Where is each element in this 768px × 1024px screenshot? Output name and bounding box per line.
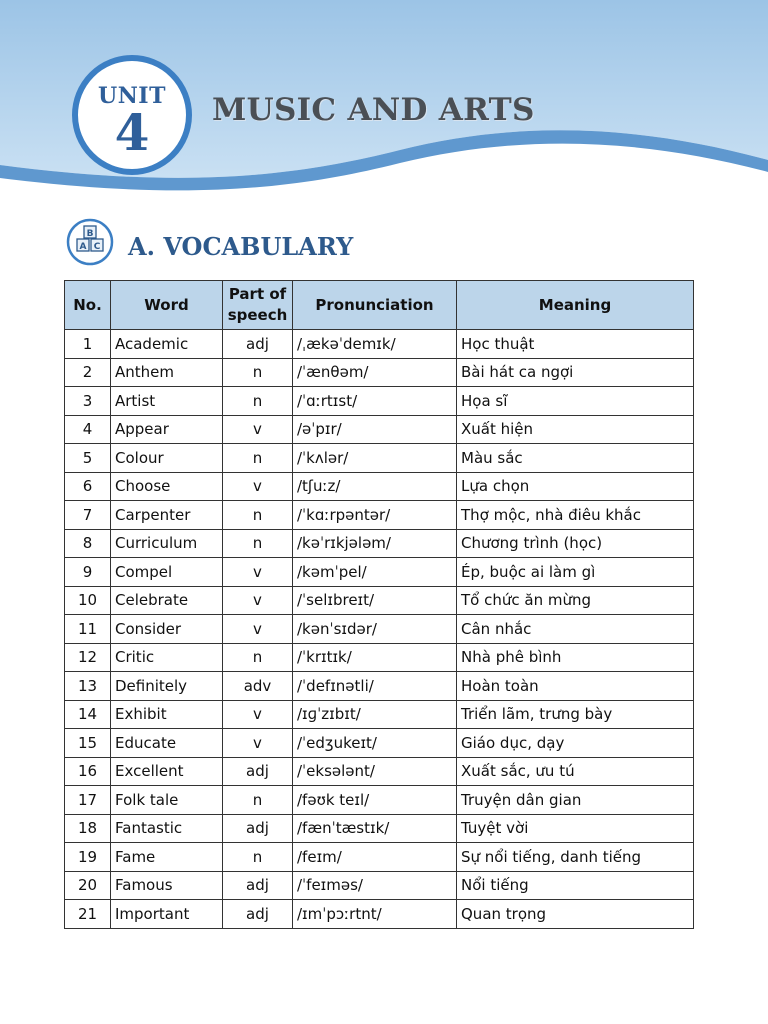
- table-row: [65, 643, 694, 672]
- cell-pronunciation: /əˈpɪr/: [293, 415, 457, 444]
- cell-meaning: Ép, buộc ai làm gì: [457, 558, 694, 587]
- cell-word: Academic: [111, 330, 223, 359]
- cell-word: Curriculum: [111, 529, 223, 558]
- cell-meaning: Giáo dục, dạy: [457, 729, 694, 758]
- header-pos-line2: speech: [227, 306, 288, 324]
- block-letter-b: B: [86, 229, 94, 239]
- cell-word: Definitely: [111, 672, 223, 701]
- unit-number: 4: [114, 103, 150, 162]
- cell-part-of-speech: v: [223, 415, 293, 444]
- cell-part-of-speech: v: [223, 700, 293, 729]
- cell-pronunciation: /ˈkʌlər/: [293, 444, 457, 473]
- cell-number: 3: [65, 387, 111, 416]
- cell-part-of-speech: v: [223, 558, 293, 587]
- table-row: [65, 786, 694, 815]
- header-pos-line1: Part of: [228, 285, 287, 303]
- unit-title: MUSIC AND ARTS: [212, 92, 535, 128]
- cell-number: 8: [65, 529, 111, 558]
- table-row: [65, 415, 694, 444]
- table-row: [65, 586, 694, 615]
- table-row: [65, 871, 694, 900]
- cell-part-of-speech: v: [223, 615, 293, 644]
- cell-meaning: Tuyệt vời: [457, 814, 694, 843]
- cell-part-of-speech: adj: [223, 330, 293, 359]
- header-meaning: Meaning: [457, 281, 694, 330]
- cell-word: Exhibit: [111, 700, 223, 729]
- table-header-row: [65, 281, 694, 330]
- table-row: [65, 387, 694, 416]
- table-row: [65, 358, 694, 387]
- cell-meaning: Màu sắc: [457, 444, 694, 473]
- cell-part-of-speech: adj: [223, 871, 293, 900]
- block-letter-a: A: [79, 242, 87, 252]
- cell-number: 14: [65, 700, 111, 729]
- cell-number: 2: [65, 358, 111, 387]
- vocabulary-table: [64, 280, 694, 929]
- cell-word: Appear: [111, 415, 223, 444]
- cell-number: 7: [65, 501, 111, 530]
- cell-word: Anthem: [111, 358, 223, 387]
- cell-pronunciation: /feɪm/: [293, 843, 457, 872]
- cell-word: Celebrate: [111, 586, 223, 615]
- cell-pronunciation: /ˈkrɪtɪk/: [293, 643, 457, 672]
- unit-label: UNIT: [98, 83, 166, 109]
- cell-part-of-speech: n: [223, 529, 293, 558]
- cell-meaning: Hoàn toàn: [457, 672, 694, 701]
- cell-number: 18: [65, 814, 111, 843]
- cell-part-of-speech: v: [223, 586, 293, 615]
- cell-word: Carpenter: [111, 501, 223, 530]
- cell-number: 16: [65, 757, 111, 786]
- cell-meaning: Truyện dân gian: [457, 786, 694, 815]
- table-row: [65, 672, 694, 701]
- abc-blocks-icon: [66, 218, 114, 266]
- table-row: [65, 558, 694, 587]
- cell-part-of-speech: adj: [223, 757, 293, 786]
- cell-word: Choose: [111, 472, 223, 501]
- cell-meaning: Họa sĩ: [457, 387, 694, 416]
- cell-word: Colour: [111, 444, 223, 473]
- cell-part-of-speech: n: [223, 444, 293, 473]
- unit-badge: [72, 55, 192, 175]
- table-row: [65, 729, 694, 758]
- cell-number: 19: [65, 843, 111, 872]
- cell-meaning: Lựa chọn: [457, 472, 694, 501]
- cell-pronunciation: /ɪɡˈzɪbɪt/: [293, 700, 457, 729]
- cell-part-of-speech: adv: [223, 672, 293, 701]
- cell-part-of-speech: v: [223, 729, 293, 758]
- cell-meaning: Chương trình (học): [457, 529, 694, 558]
- table-row: [65, 843, 694, 872]
- cell-number: 17: [65, 786, 111, 815]
- cell-word: Excellent: [111, 757, 223, 786]
- cell-part-of-speech: n: [223, 387, 293, 416]
- cell-word: Fame: [111, 843, 223, 872]
- cell-meaning: Nổi tiếng: [457, 871, 694, 900]
- cell-pronunciation: /ˈɑːrtɪst/: [293, 387, 457, 416]
- table-row: [65, 472, 694, 501]
- table-row: [65, 900, 694, 929]
- cell-meaning: Xuất sắc, ưu tú: [457, 757, 694, 786]
- cell-meaning: Bài hát ca ngợi: [457, 358, 694, 387]
- table-row: [65, 529, 694, 558]
- table-row: [65, 330, 694, 359]
- cell-meaning: Học thuật: [457, 330, 694, 359]
- cell-word: Compel: [111, 558, 223, 587]
- cell-meaning: Cân nhắc: [457, 615, 694, 644]
- cell-number: 21: [65, 900, 111, 929]
- table-row: [65, 501, 694, 530]
- cell-number: 15: [65, 729, 111, 758]
- cell-word: Artist: [111, 387, 223, 416]
- cell-part-of-speech: n: [223, 358, 293, 387]
- cell-pronunciation: /ɪmˈpɔːrtnt/: [293, 900, 457, 929]
- cell-number: 9: [65, 558, 111, 587]
- cell-pronunciation: /ˈeksələnt/: [293, 757, 457, 786]
- cell-pronunciation: /ˈænθəm/: [293, 358, 457, 387]
- table-row: [65, 700, 694, 729]
- cell-pronunciation: /ˈselɪbreɪt/: [293, 586, 457, 615]
- table-row: [65, 444, 694, 473]
- cell-word: Fantastic: [111, 814, 223, 843]
- cell-number: 4: [65, 415, 111, 444]
- cell-number: 20: [65, 871, 111, 900]
- cell-pronunciation: /ˈkɑːrpəntər/: [293, 501, 457, 530]
- cell-meaning: Nhà phê bình: [457, 643, 694, 672]
- cell-number: 11: [65, 615, 111, 644]
- cell-part-of-speech: adj: [223, 814, 293, 843]
- cell-meaning: Triển lãm, trưng bày: [457, 700, 694, 729]
- table-row: [65, 615, 694, 644]
- cell-word: Important: [111, 900, 223, 929]
- block-letter-c: C: [93, 242, 101, 252]
- cell-number: 6: [65, 472, 111, 501]
- cell-meaning: Tổ chức ăn mừng: [457, 586, 694, 615]
- header-part-of-speech: [223, 281, 293, 330]
- section-title: A. VOCABULARY: [128, 232, 354, 261]
- cell-word: Consider: [111, 615, 223, 644]
- cell-meaning: Quan trọng: [457, 900, 694, 929]
- cell-pronunciation: /tʃuːz/: [293, 472, 457, 501]
- cell-pronunciation: /ˈdefɪnətli/: [293, 672, 457, 701]
- header-no: No.: [65, 281, 111, 330]
- cell-part-of-speech: v: [223, 472, 293, 501]
- table-body: [65, 330, 694, 929]
- cell-word: Folk tale: [111, 786, 223, 815]
- cell-number: 10: [65, 586, 111, 615]
- cell-pronunciation: /kəmˈpel/: [293, 558, 457, 587]
- cell-pronunciation: /fænˈtæstɪk/: [293, 814, 457, 843]
- cell-number: 5: [65, 444, 111, 473]
- table-row: [65, 757, 694, 786]
- cell-pronunciation: /ˌækəˈdemɪk/: [293, 330, 457, 359]
- cell-part-of-speech: n: [223, 843, 293, 872]
- cell-part-of-speech: n: [223, 643, 293, 672]
- cell-pronunciation: /fəʊk teɪl/: [293, 786, 457, 815]
- cell-pronunciation: /kəˈrɪkjələm/: [293, 529, 457, 558]
- cell-pronunciation: /ˈedʒukeɪt/: [293, 729, 457, 758]
- cell-meaning: Sự nổi tiếng, danh tiếng: [457, 843, 694, 872]
- cell-pronunciation: /ˈfeɪməs/: [293, 871, 457, 900]
- cell-meaning: Thợ mộc, nhà điêu khắc: [457, 501, 694, 530]
- cell-pronunciation: /kənˈsɪdər/: [293, 615, 457, 644]
- header-word: Word: [111, 281, 223, 330]
- header-pronunciation: Pronunciation: [293, 281, 457, 330]
- cell-number: 12: [65, 643, 111, 672]
- cell-word: Critic: [111, 643, 223, 672]
- cell-number: 1: [65, 330, 111, 359]
- cell-part-of-speech: adj: [223, 900, 293, 929]
- cell-number: 13: [65, 672, 111, 701]
- table-row: [65, 814, 694, 843]
- cell-part-of-speech: n: [223, 501, 293, 530]
- cell-word: Educate: [111, 729, 223, 758]
- cell-meaning: Xuất hiện: [457, 415, 694, 444]
- cell-word: Famous: [111, 871, 223, 900]
- cell-part-of-speech: n: [223, 786, 293, 815]
